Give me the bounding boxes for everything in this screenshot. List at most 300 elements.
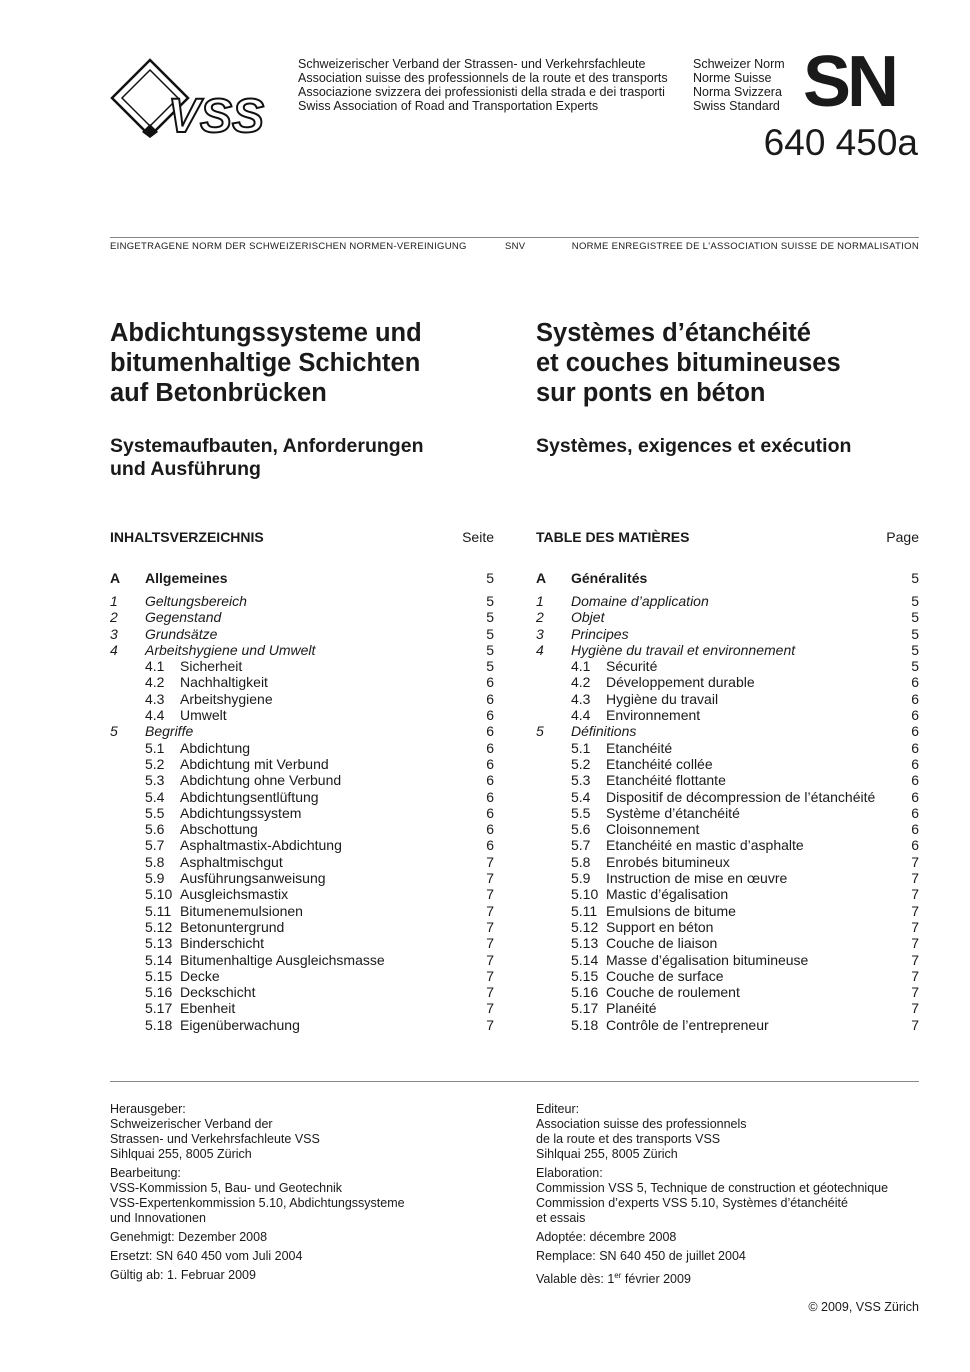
toc-number: 5.7 [145, 837, 165, 854]
toc-page: 5 [486, 625, 494, 642]
title-fr-line: sur ponts en béton [536, 379, 766, 407]
toc-title: Principes [571, 625, 629, 642]
toc-number: 1 [536, 593, 544, 609]
toc-entry[interactable] [110, 886, 494, 902]
toc-page: 7 [486, 918, 494, 935]
toc-title: Couche de surface [606, 967, 724, 984]
toc-title: Bitumenhaltige Ausgleichsmasse [180, 951, 385, 968]
toc-entry[interactable] [110, 1000, 494, 1016]
imprint-line: Bearbeitung: [110, 1166, 181, 1180]
toc-page: 6 [486, 837, 494, 854]
toc-title: Support en béton [606, 918, 714, 935]
imprint-line: de la route et des transports VSS [536, 1132, 721, 1146]
toc-number: 1 [110, 593, 118, 609]
toc-title: Etanchéité [606, 739, 673, 756]
toc-section[interactable] [110, 569, 494, 587]
toc-title: Couche de roulement [606, 984, 740, 1001]
subtitle-fr-line: Systèmes, exigences et exécution [536, 435, 852, 457]
toc-number: 4 [110, 641, 118, 658]
toc-title: Binderschicht [180, 935, 265, 952]
toc-page: 5 [911, 609, 919, 626]
imprint-line: Genehmigt: Dezember 2008 [110, 1230, 268, 1244]
toc-entry[interactable] [536, 854, 919, 870]
toc-number: 5.10 [571, 886, 599, 903]
toc-number: 5.9 [145, 870, 165, 887]
toc-page: 6 [911, 674, 919, 691]
toc-page: 7 [486, 935, 494, 952]
copyright: © 2009, VSS Zürich [808, 1300, 919, 1314]
imprint-line: VSS-Kommission 5, Bau- und Geotechnik [110, 1181, 343, 1195]
toc-entry[interactable] [110, 674, 494, 690]
toc-number: 5.15 [145, 967, 173, 984]
toc-page: 6 [911, 755, 919, 772]
toc-number: 4.1 [571, 658, 591, 675]
toc-page: 7 [911, 886, 919, 903]
toc-title: Arbeitshygiene [180, 690, 273, 707]
association-name-fr: Association suisse des professionnels de la route et des transports [298, 71, 668, 85]
subtitle-fr [536, 435, 851, 458]
toc-title: Betonuntergrund [180, 918, 285, 935]
toc-entry[interactable] [110, 740, 494, 756]
valid-from-sup: er [614, 1271, 622, 1280]
toc-page: 7 [911, 902, 919, 919]
toc-number: 3 [536, 625, 544, 642]
toc-page: 6 [486, 690, 494, 707]
toc-entry[interactable] [110, 935, 494, 951]
toc-title: Etanchéité flottante [606, 772, 726, 789]
toc-title: Emulsions de bitume [606, 902, 736, 919]
toc-page: 6 [486, 723, 494, 740]
toc-page-label: Seite [462, 529, 494, 545]
imprint-line: Gültig ab: 1. Februar 2009 [110, 1268, 256, 1282]
toc-number: 4.4 [145, 707, 165, 724]
toc-number: 5.16 [145, 984, 173, 1001]
title-fr-line: Systèmes d’étanchéité [536, 319, 811, 347]
title-fr [536, 318, 841, 408]
toc-number: 5.13 [571, 935, 599, 952]
toc-title: Abdichtung ohne Verbund [180, 772, 342, 789]
subtitle-de [110, 435, 423, 481]
toc-number: 5.4 [571, 788, 591, 805]
toc-number: 2 [536, 609, 544, 626]
toc-title: Dispositif de décompression de l’étanchéité [606, 788, 876, 805]
valid-from-fr [536, 1268, 936, 1287]
imprint-line: Schweizerischer Verband der [110, 1117, 273, 1131]
imprint-line: Strassen- und Verkehrsfachleute VSS [110, 1132, 320, 1146]
toc-number: 5.7 [571, 837, 591, 854]
toc-number: 5 [536, 723, 544, 740]
toc-page: 7 [486, 886, 494, 903]
toc-page: 6 [486, 707, 494, 724]
toc-section[interactable] [536, 569, 919, 587]
toc-heading: TABLE DES MATIÈRES [536, 529, 690, 545]
toc-title: Ausgleichsmastix [180, 886, 289, 903]
toc-page: 7 [911, 918, 919, 935]
toc-page: 7 [911, 853, 919, 870]
title-de-line: Abdichtungssysteme und [110, 319, 422, 347]
toc-number: 5.14 [571, 951, 599, 968]
toc-entry[interactable] [536, 821, 919, 837]
toc-number: 5.5 [571, 804, 591, 821]
toc-page: 6 [911, 690, 919, 707]
toc-number: 5.11 [145, 902, 172, 919]
toc-entry[interactable] [536, 837, 919, 853]
toc-page: 7 [911, 951, 919, 968]
toc-page: 6 [911, 837, 919, 854]
toc-title: Mastic d’égalisation [606, 886, 729, 903]
toc-page: 5 [911, 625, 919, 642]
toc-number: 4.2 [571, 674, 591, 691]
toc-entry[interactable] [110, 658, 494, 674]
toc-title: Définitions [571, 723, 637, 740]
toc-number: 4.2 [145, 674, 165, 691]
toc-entry[interactable] [536, 952, 919, 968]
imprint-line: Remplace: SN 640 450 de juillet 2004 [536, 1249, 746, 1263]
toc-title: Généralités [571, 570, 648, 586]
association-name-en: Swiss Association of Road and Transportation Experts [298, 99, 599, 113]
toc-title: Sicherheit [180, 658, 243, 675]
imprint-line: Ersetzt: SN 640 450 vom Juli 2004 [110, 1249, 303, 1263]
toc-number: 5.12 [571, 918, 599, 935]
toc-title: Contrôle de l’entrepreneur [606, 1016, 769, 1033]
toc-number: 5.6 [145, 821, 165, 838]
toc-title: Système d’étanchéité [606, 804, 740, 821]
toc-number: A [110, 570, 121, 586]
imprint-line: et essais [536, 1211, 586, 1225]
toc-page: 5 [486, 641, 494, 658]
imprint-block [110, 1268, 510, 1283]
imprint-block [110, 1102, 510, 1162]
imprint-block [536, 1249, 936, 1264]
toc-entry[interactable] [110, 642, 494, 658]
toc-number: 5.16 [571, 984, 599, 1001]
toc-heading: INHALTSVERZEICHNIS [110, 529, 264, 545]
imprint-line: Sihlquai 255, 8005 Zürich [536, 1147, 678, 1161]
toc-entries [110, 593, 494, 1033]
toc-entry[interactable] [110, 805, 494, 821]
toc-entry[interactable] [536, 1017, 919, 1033]
toc-entry[interactable] [536, 626, 919, 642]
toc-title: Couche de liaison [606, 935, 718, 952]
subtitle-de-line: und Ausführung [110, 458, 261, 480]
toc-page: 7 [486, 1016, 494, 1033]
toc-entry[interactable] [536, 886, 919, 902]
toc-number: 5.1 [145, 739, 165, 756]
toc-de [110, 528, 494, 1033]
toc-entry[interactable] [110, 707, 494, 723]
norm-type-names [693, 57, 785, 113]
toc-title: Ebenheit [180, 1000, 236, 1017]
toc-entry[interactable] [536, 968, 919, 984]
toc-page: 5 [486, 593, 494, 609]
toc-page: 6 [486, 772, 494, 789]
title-de [110, 318, 422, 408]
toc-number: 5.3 [571, 772, 591, 789]
toc-page: 7 [486, 853, 494, 870]
toc-number: 5.15 [571, 967, 599, 984]
toc-title: Développement durable [606, 674, 755, 691]
toc-number: 5.6 [571, 821, 591, 838]
toc-number: 4.3 [145, 690, 165, 707]
norm-type-it: Norma Svizzera [693, 85, 782, 99]
toc-number: 5.11 [571, 902, 598, 919]
toc-title: Geltungsbereich [145, 593, 247, 609]
toc-number: A [536, 570, 547, 586]
toc-title: Cloisonnement [606, 821, 700, 838]
imprint-block [536, 1102, 936, 1162]
toc-title: Asphaltmastix-Abdichtung [180, 837, 342, 854]
toc-number: 5.2 [145, 755, 165, 772]
toc-number: 2 [110, 609, 118, 626]
title-fr-line: et couches bitumineuses [536, 349, 841, 377]
toc-title: Sécurité [606, 658, 658, 675]
toc-number: 5.1 [571, 739, 591, 756]
toc-entry[interactable] [110, 837, 494, 853]
toc-number: 4 [536, 641, 544, 658]
toc-entry[interactable] [536, 919, 919, 935]
toc-title: Masse d’égalisation bitumineuse [606, 951, 809, 968]
toc-title: Abschottung [180, 821, 258, 838]
toc-entry[interactable] [110, 1017, 494, 1033]
toc-entry[interactable] [110, 854, 494, 870]
imprint-block [110, 1249, 510, 1264]
footer-rule [110, 1081, 919, 1082]
imprint-line: Sihlquai 255, 8005 Zürich [110, 1147, 252, 1161]
toc-page: 6 [486, 739, 494, 756]
toc-page: 5 [486, 609, 494, 626]
toc-title: Objet [571, 609, 605, 626]
toc-page: 5 [486, 658, 494, 675]
toc-entry[interactable] [536, 691, 919, 707]
toc-entry[interactable] [110, 952, 494, 968]
imprint-line: Elaboration: [536, 1166, 603, 1180]
toc-page: 7 [486, 1000, 494, 1017]
norm-type-fr: Norme Suisse [693, 71, 772, 85]
valid-from-suffix: février 2009 [621, 1272, 691, 1287]
toc-number: 3 [110, 625, 118, 642]
toc-page: 6 [486, 804, 494, 821]
association-name-it: Associazione svizzera dei professionisti della strada e dei trasporti [298, 85, 665, 99]
toc-header [110, 528, 494, 546]
imprint-line: Association suisse des professionnels [536, 1117, 747, 1131]
toc-page-label: Page [886, 529, 919, 545]
toc-page: 7 [911, 1000, 919, 1017]
toc-title: Nachhaltigkeit [180, 674, 268, 691]
toc-entry[interactable] [536, 935, 919, 951]
toc-page: 7 [911, 1016, 919, 1033]
toc-entry[interactable] [110, 919, 494, 935]
valid-from-prefix: Valable dès: 1 [536, 1272, 615, 1287]
toc-title: Eigenüberwachung [180, 1016, 300, 1033]
toc-title: Umwelt [180, 707, 227, 724]
toc-page: 6 [911, 739, 919, 756]
toc-page: 6 [486, 788, 494, 805]
imprint-block [536, 1230, 936, 1245]
association-names [298, 57, 668, 113]
toc-title: Deckschicht [180, 984, 256, 1001]
toc-entry[interactable] [536, 593, 919, 609]
toc-entry[interactable] [110, 870, 494, 886]
imprint-block [536, 1166, 936, 1226]
toc-number: 5.18 [145, 1016, 173, 1033]
toc-title: Etanchéité en mastic d’asphalte [606, 837, 804, 854]
registration-center: SNV [505, 241, 526, 252]
association-name-de: Schweizerischer Verband der Strassen- und Verkehrsfachleute [298, 57, 646, 71]
toc-title: Abdichtungssystem [180, 804, 302, 821]
toc-entry[interactable] [536, 723, 919, 739]
toc-title: Arbeitshygiene und Umwelt [145, 641, 316, 658]
toc-number: 5.5 [145, 804, 165, 821]
toc-entry[interactable] [110, 821, 494, 837]
toc-header [536, 528, 919, 546]
toc-number: 5.9 [571, 870, 591, 887]
toc-entry[interactable] [536, 1000, 919, 1016]
toc-page: 7 [911, 984, 919, 1001]
toc-page: 6 [486, 755, 494, 772]
vss-logo [110, 58, 290, 145]
toc-page: 6 [911, 772, 919, 789]
toc-entry[interactable] [536, 707, 919, 723]
imprint-line: Editeur: [536, 1102, 580, 1116]
toc-page: 6 [486, 674, 494, 691]
toc-title: Decke [180, 967, 220, 984]
toc-entry[interactable] [110, 903, 494, 919]
imprint-fr [536, 1102, 936, 1291]
toc-title: Asphaltmischgut [180, 853, 283, 870]
toc-entry[interactable] [110, 789, 494, 805]
toc-page: 7 [486, 951, 494, 968]
toc-number: 4.1 [145, 658, 165, 675]
toc-number: 5.13 [145, 935, 173, 952]
toc-title: Instruction de mise en œuvre [606, 870, 788, 887]
toc-title: Etanchéité collée [606, 755, 713, 772]
toc-title: Hygiène du travail et environnement [571, 641, 796, 658]
imprint-block [110, 1230, 510, 1245]
toc-title: Bitumenemulsionen [180, 902, 303, 919]
norm-number: 640 450a [763, 122, 918, 163]
toc-number: 5.8 [571, 853, 591, 870]
toc-entry[interactable] [110, 723, 494, 739]
toc-page: 7 [911, 870, 919, 887]
toc-page: 5 [911, 658, 919, 675]
title-de-line: auf Betonbrücken [110, 379, 327, 407]
toc-entry[interactable] [110, 626, 494, 642]
toc-number: 4.4 [571, 707, 591, 724]
toc-page: 5 [486, 570, 494, 586]
toc-page: 7 [486, 967, 494, 984]
imprint-line: Commission d’experts VSS 5.10, Systèmes d’étanchéité [536, 1196, 848, 1210]
toc-number: 5 [110, 723, 118, 740]
toc-entry[interactable] [110, 691, 494, 707]
svg-text:VSS: VSS [168, 90, 265, 140]
toc-number: 4.3 [571, 690, 591, 707]
imprint-line: Commission VSS 5, Technique de construction et géotechnique [536, 1181, 889, 1195]
toc-number: 5.8 [145, 853, 165, 870]
toc-page: 6 [911, 723, 919, 740]
toc-fr [536, 528, 919, 1033]
norm-type-en: Swiss Standard [693, 99, 780, 113]
toc-entry[interactable] [536, 870, 919, 886]
sn-logo: SN [803, 42, 896, 122]
toc-entry[interactable] [536, 609, 919, 625]
toc-page: 6 [486, 821, 494, 838]
toc-entries [536, 593, 919, 1033]
toc-page: 7 [486, 902, 494, 919]
imprint-line: Herausgeber: [110, 1102, 186, 1116]
toc-title: Abdichtung [180, 739, 251, 756]
toc-page: 7 [486, 984, 494, 1001]
toc-entry[interactable] [536, 642, 919, 658]
toc-title: Grundsätze [145, 625, 218, 642]
toc-entry[interactable] [110, 593, 494, 609]
toc-entry[interactable] [110, 756, 494, 772]
toc-title: Hygiène du travail [606, 690, 719, 707]
toc-entry[interactable] [536, 756, 919, 772]
toc-title: Abdichtungsentlüftung [180, 788, 319, 805]
imprint-line: Adoptée: décembre 2008 [536, 1230, 677, 1244]
registration-left: EINGETRAGENE NORM DER SCHWEIZERISCHEN NORMEN-VEREINIGUNG [110, 241, 467, 252]
registration-right: NORME ENREGISTREE DE L'ASSOCIATION SUISSE DE NORMALISATION [571, 241, 919, 252]
toc-page: 7 [911, 935, 919, 952]
toc-page: 5 [911, 593, 919, 609]
toc-number: 5.14 [145, 951, 173, 968]
toc-number: 5.2 [571, 755, 591, 772]
imprint-block [110, 1166, 510, 1226]
registration-rule [110, 237, 919, 238]
toc-title: Abdichtung mit Verbund [180, 755, 329, 772]
toc-title: Allgemeines [145, 570, 228, 586]
toc-entry[interactable] [536, 984, 919, 1000]
toc-number: 5.3 [145, 772, 165, 789]
toc-entry[interactable] [536, 658, 919, 674]
subtitle-de-line: Systemaufbauten, Anforderungen [110, 435, 424, 457]
toc-number: 5.18 [571, 1016, 599, 1033]
toc-number: 5.12 [145, 918, 173, 935]
toc-title: Enrobés bitumineux [606, 853, 730, 870]
imprint-de [110, 1102, 510, 1287]
toc-number: 5.10 [145, 886, 173, 903]
toc-title: Planéité [606, 1000, 657, 1017]
toc-title: Gegenstand [145, 609, 222, 626]
toc-entry[interactable] [110, 609, 494, 625]
toc-entry[interactable] [110, 968, 494, 984]
toc-title: Begriffe [145, 723, 194, 740]
toc-entry[interactable] [536, 789, 919, 805]
toc-page: 7 [486, 870, 494, 887]
toc-entry[interactable] [110, 984, 494, 1000]
toc-title: Ausführungsanweisung [180, 870, 326, 887]
toc-number: 5.4 [145, 788, 165, 805]
toc-page: 5 [911, 570, 919, 586]
toc-title: Environnement [606, 707, 701, 724]
toc-page: 7 [911, 967, 919, 984]
toc-number: 5.17 [145, 1000, 173, 1017]
toc-title: Domaine d’application [571, 593, 709, 609]
toc-entry[interactable] [536, 903, 919, 919]
norm-type-de: Schweizer Norm [693, 57, 785, 71]
title-de-line: bitumenhaltige Schichten [110, 349, 421, 377]
imprint-line: VSS-Expertenkommission 5.10, Abdichtungssysteme [110, 1196, 405, 1210]
toc-entry[interactable] [110, 772, 494, 788]
imprint-line: und Innovationen [110, 1211, 206, 1225]
toc-entry[interactable] [536, 772, 919, 788]
toc-page: 6 [911, 788, 919, 805]
toc-entry[interactable] [536, 740, 919, 756]
toc-number: 5.17 [571, 1000, 599, 1017]
toc-entry[interactable] [536, 674, 919, 690]
toc-page: 6 [911, 821, 919, 838]
toc-entry[interactable] [536, 805, 919, 821]
